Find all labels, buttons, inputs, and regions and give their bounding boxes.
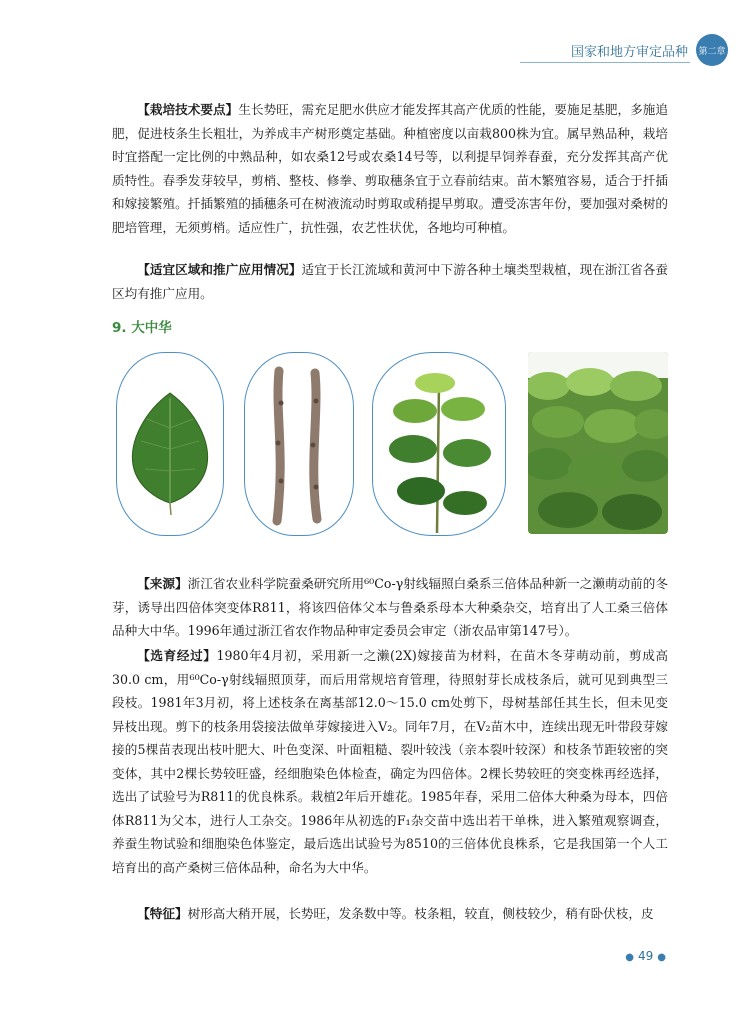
breeding-paragraph: [112, 644, 668, 879]
features-paragraph: [112, 902, 668, 926]
header-divider: [520, 62, 690, 63]
cultivation-paragraph: [112, 98, 668, 239]
field-illustration: [528, 352, 668, 534]
features-text: 树形高大稍开展，长势旺，发条数中等。枝条粗，较直，侧枝较少，稍有卧伏枝，皮: [187, 906, 654, 921]
cultivation-text: 生长势旺，需充足肥水供应才能发挥其高产优质的性能，要施足基肥，多施追肥，促进枝条生长粗壮，为养成丰产树形奠定基础。种植密度以亩栽800株为宜。属早熟品种，栽培时宜搭配一定比例的中熟品种，如农桑12号或农桑14号等，以利提早饲养春蚕，充分发挥其高产优质特性。春季发芽较早，剪梢、整枝、修拳、剪取穗条宜于立春前结束。苗木繁殖容易，适合于扦插和嫁接繁殖。扦插繁殖的插穗条可在树液流动时剪取或稍提早剪取。遭受冻害年份，要加强对桑树的肥培管理，无须剪梢。适应性广，抗性强，农艺性状优，各地均可种植。: [112, 102, 669, 235]
header-section-title: 国家和地方审定品种: [570, 44, 688, 60]
sapling-photo: [372, 352, 506, 536]
sapling-illustration: [373, 353, 505, 535]
page-number-text: 49: [637, 949, 654, 963]
breeding-text: 1980年4月初，采用新一之濑(2X)嫁接苗为材料，在苗木冬芽萌动前，剪成高30.0 cm，用⁶⁰Co-γ射线辐照顶芽，而后用常规培育管理，待照射芽长成枝条后，就可见到典型三段枝。1981年3月初，将上述枝条在离基部12.0～15.0 cm处剪下，母树基部任其生长，但未见变异枝出现。剪下的枝条用袋接法做单芽嫁接进入V₂。同年7月，在V₂苗木中，连续出现无叶带段芽嫁接的5棵苗表现出枝叶肥大、叶色变深、叶面粗糙、裂叶较浅（亲本裂叶较深）和枝条节距较密的突变体，其中2棵长势较旺盛，经细胞染色体检查，确定为四倍体。2棵长势较旺的突变株再经选择，选出了试验号为R811的优良株系。栽植2年后开雄花。1985年春，采用二倍体大种桑为母本，四倍体R811为父本，进行人工杂交。1986年从初选的F₁杂交苗中选出若干单株，进入繁殖观察调查，养蚕生物试验和细胞染色体鉴定，最后选出试验号为8510的三倍体优良株系，它是我国第一个人工培育出的高产桑树三倍体品种，命名为大中华。: [112, 648, 669, 875]
page-number: [621, 949, 670, 963]
branch-illustration: [245, 353, 353, 535]
section-title: 9. 大中华: [112, 320, 172, 336]
bullet-icon: ●: [625, 952, 634, 963]
region-paragraph: [112, 258, 668, 305]
bullet-icon: ●: [657, 952, 666, 963]
source-text: 浙江省农业科学院蚕桑研究所用⁶⁰Co-γ射线辐照白桑系三倍体品种新一之濑萌动前的冬芽，诱导出四倍体突变体R811，将该四倍体父本与鲁桑系母本大种桑杂交，培育出了人工桑三倍体品种大中华。1996年通过浙江省农作物品种审定委员会审定（浙农品审第147号）。: [112, 576, 668, 638]
source-paragraph: [112, 572, 668, 643]
region-text: 适宜于长江流域和黄河中下游各种土壤类型栽植，现在浙江省各蚕区均有推广应用。: [112, 262, 669, 301]
leaf-photo: [116, 352, 224, 536]
chapter-badge: 第二章: [696, 34, 728, 66]
field-photo: [528, 352, 668, 534]
features-label: 【特征】: [137, 906, 188, 921]
cultivation-label: 【栽培技术要点】: [137, 102, 239, 117]
source-label: 【来源】: [137, 576, 188, 591]
branch-photo: [244, 352, 354, 536]
region-label: 【适宜区域和推广应用情况】: [137, 262, 302, 277]
leaf-illustration: [117, 353, 223, 535]
breeding-label: 【选育经过】: [137, 648, 217, 663]
